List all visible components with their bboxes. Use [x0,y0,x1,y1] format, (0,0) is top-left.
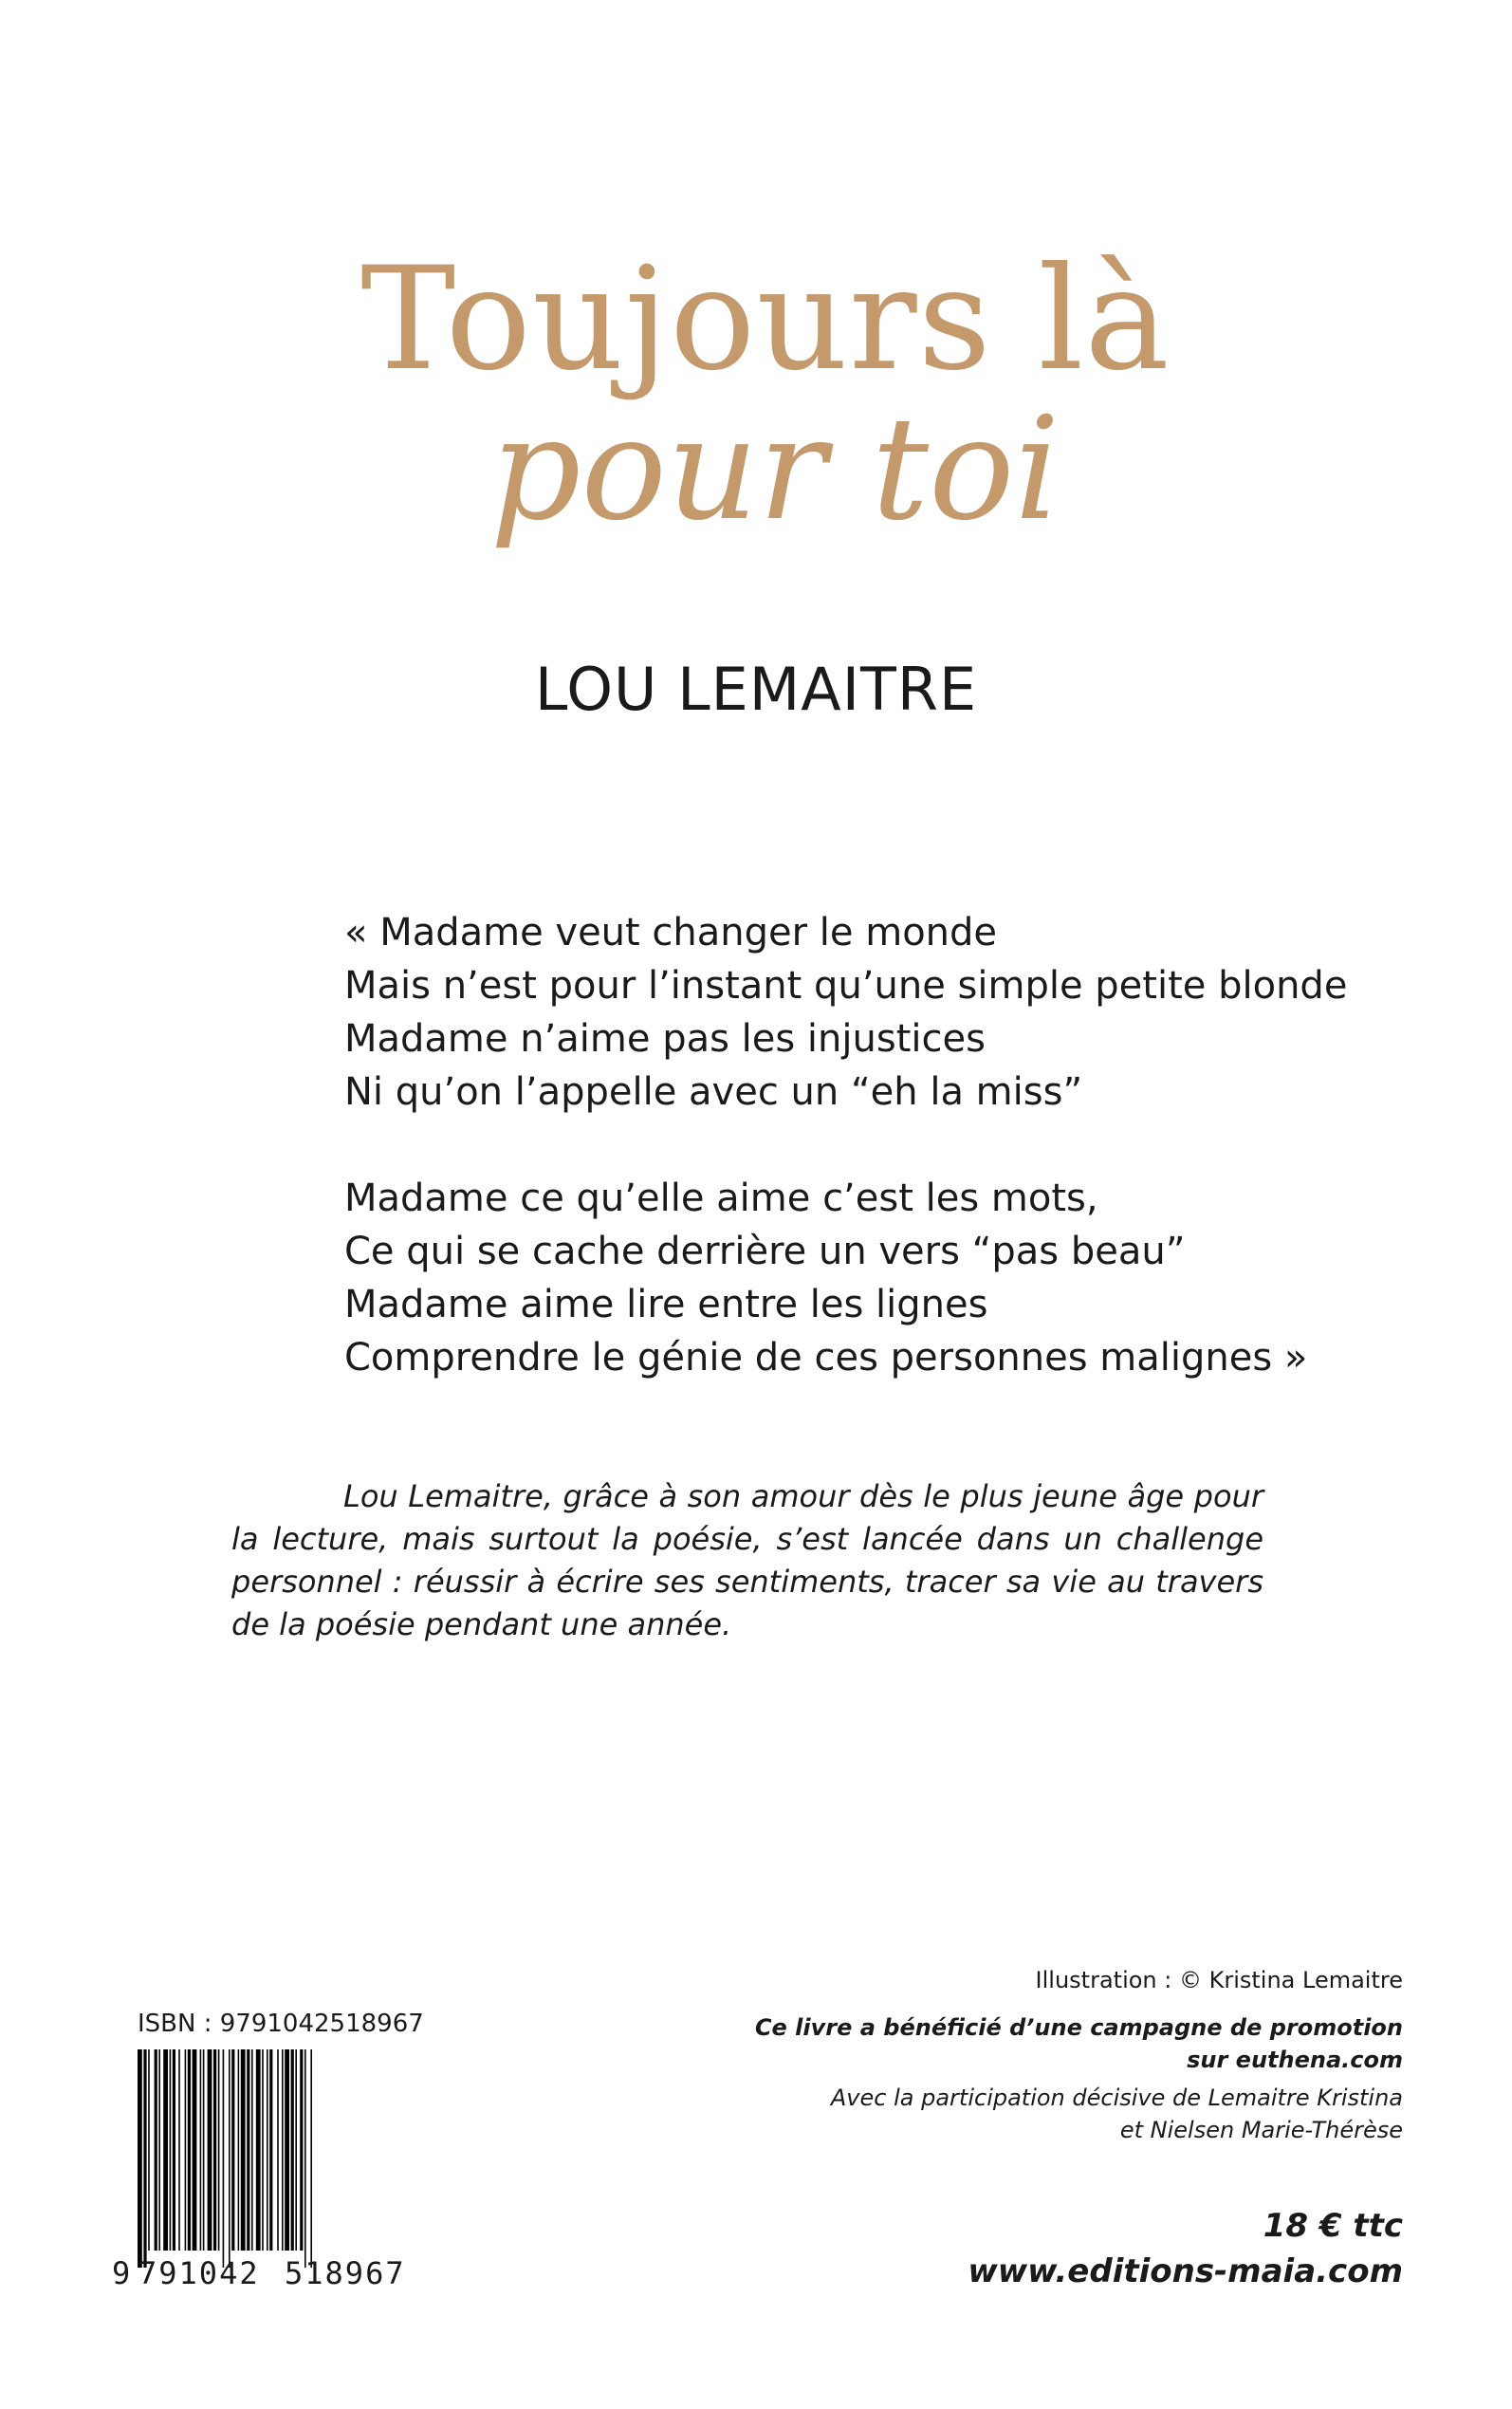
barcode-bar [213,2049,216,2251]
barcode-bar [310,2049,312,2268]
book-subtitle-script: pour toi [489,387,1060,552]
price-block [968,2203,1403,2294]
barcode-bar [163,2049,168,2251]
poem-line: Madame aime lire entre les lignes [344,1283,988,1326]
barcode-bar [148,2049,150,2251]
barcode-bar [178,2049,180,2251]
barcode-bar [291,2049,294,2251]
promotion-line: Ce livre a bénéficié d’une campagne de promotion [754,2014,1403,2041]
barcode-bar [158,2049,160,2251]
barcode-bar [247,2049,249,2251]
barcode-bar [256,2049,261,2251]
barcode-digit-first: 9 [112,2255,131,2291]
barcode-bar [277,2049,279,2251]
author-blurb: Lou Lemaitre, grâce à son amour dès le plus jeune âge pour la lecture, mais surtout la poésie, s’est lancée dans un challenge personnel : réussir à écrire ses sentiments, tracer sa vie au travers de la poésie pendant une année. [231,1478,1263,1642]
poem-stanza-1 [344,906,1388,1119]
promotion-note [682,2011,1403,2076]
barcode-bar [218,2049,220,2251]
barcode-digits-right: 518967 [285,2255,406,2291]
barcode-bar [200,2049,202,2251]
barcode-bar [143,2049,146,2268]
barcode-bar [223,2049,225,2268]
barcode-digits [112,2255,434,2291]
barcode-bar [193,2049,197,2251]
promotion-line: sur euthena.com [1187,2047,1403,2073]
barcode-bar [229,2049,230,2268]
barcode-icon [138,2049,428,2268]
barcode-bar [282,2049,284,2251]
barcode-bar [295,2049,297,2251]
poem-line: Mais n’est pour l’instant qu’une simple petite blonde [344,964,1348,1008]
barcode-bar [262,2049,264,2251]
participation-note [682,2082,1403,2146]
barcode-bar [203,2049,205,2251]
barcode-bar [241,2049,246,2251]
barcode-bar [300,2049,303,2251]
poem-stanza-2 [344,1172,1388,1384]
price-amount: 18 € ttc [1263,2207,1403,2245]
poem-line: « Madame veut changer le monde [344,911,998,954]
barcode-digits-left: 791042 [138,2255,260,2291]
poem-line: Comprendre le génie de ces personnes malignes » [344,1336,1308,1380]
barcode-bar [231,2049,234,2251]
illustration-credit: Illustration : © Kristina Lemaitre [1035,1967,1403,1993]
poem-line: Ni qu’on l’appelle avec un “eh la miss” [344,1070,1083,1114]
poem-line: Madame n’aime pas les injustices [344,1017,986,1061]
participation-line: Avec la participation décisive de Lemaitre Kristina [830,2085,1403,2111]
barcode-bar [285,2049,289,2251]
participation-line: et Nielsen Marie-Thérèse [1119,2117,1403,2143]
poem-line: Ce qui se cache derrière un vers “pas beau” [344,1230,1186,1273]
credits-block [682,1964,1403,2146]
author-name: LOU LEMAITRE [534,655,978,724]
barcode-bar [304,2049,306,2268]
poem-line: Madame ce qu’elle aime c’est les mots, [344,1177,1098,1220]
barcode-bar [170,2049,172,2251]
barcode-bar [155,2049,157,2251]
barcode-bar [208,2049,212,2251]
publisher-website: www.editions-maia.com [968,2252,1403,2290]
barcode-bar [267,2049,268,2251]
isbn-label: ISBN : 9791042518967 [138,2010,424,2038]
barcode-bar [138,2049,142,2268]
barcode-bar [269,2049,272,2251]
book-title: Toujours là [360,237,1171,402]
barcode-bar [185,2049,187,2251]
barcode-bar [173,2049,175,2251]
barcode-bar [251,2049,253,2251]
barcode-bar [238,2049,240,2251]
barcode-bar [188,2049,191,2251]
poem-excerpt [344,906,1388,1437]
